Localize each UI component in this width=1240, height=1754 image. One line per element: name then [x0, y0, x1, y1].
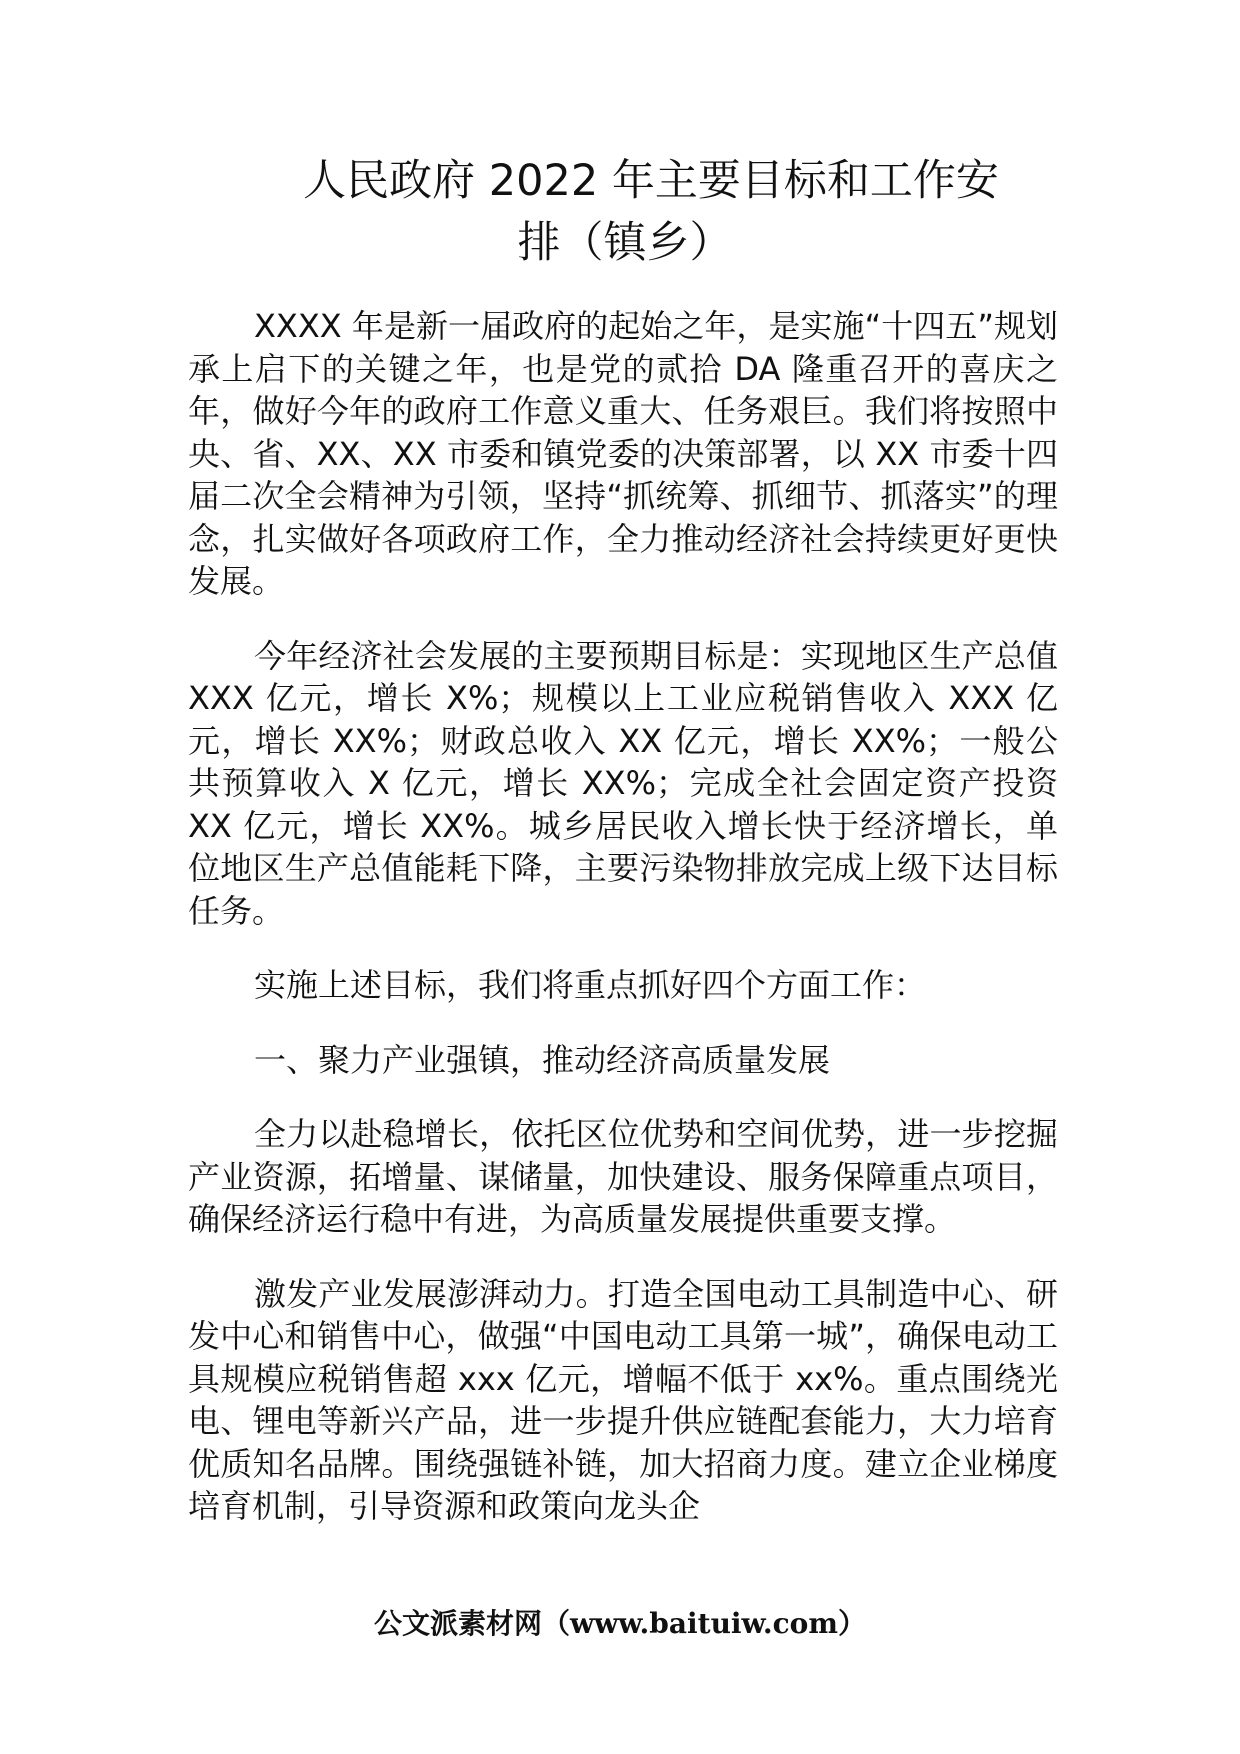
document-title — [190, 150, 1060, 274]
footer-watermark: 公文派素材网（www.baituiw.com） — [374, 1607, 866, 1640]
paragraph-intro: XXXX 年是新一届政府的起始之年，是实施“十四五”规划承上启下的关键之年，也是党的贰拾 DA 隆重召开的喜庆之年，做好今年的政府工作意义重大、任务艰巨。我们将按照中央、省、XX、XX 市委和镇党委的决策部署，以 XX 市委十四届二次全会精神为引领，坚持“抓统筹、抓细节、抓落实”的理念，扎实做好各项政府工作，全力推动经济社会持续更好更快发展。 — [188, 307, 1058, 600]
title-line-1: 人民政府 2022 年主要目标和工作安 — [303, 156, 999, 206]
document-body — [188, 305, 1058, 1560]
section-heading-1: 一、聚力产业强镇，推动经济高质量发展 — [254, 1040, 831, 1079]
paragraph-work-intro: 实施上述目标，我们将重点抓好四个方面工作： — [254, 966, 927, 1004]
paragraph-industry: 激发产业发展澎湃动力。打造全国电动工具制造中心、研发中心和销售中心，做强“中国电动工具第一城”，确保电动工具规模应税销售超 xxx 亿元，增幅不低于 xx%。重点围绕光电、锂电等新兴产品，进一步提升供应链配套能力，大力培育优质知名品牌。围绕强链补链，加大招商力度。建立企业梯度培育机制，引导资源和政策向龙头企 — [188, 1274, 1058, 1525]
title-line-2: 排（镇乡） — [517, 218, 733, 268]
paragraph-growth: 全力以赴稳增长，依托区位优势和空间优势，进一步挖掘产业资源，拓增量、谋储量，加快建设、服务保障重点项目，确保经济运行稳中有进，为高质量发展提供重要支撑。 — [188, 1115, 1058, 1238]
paragraph-targets: 今年经济社会发展的主要预期目标是：实现地区生产总值 XXX 亿元，增长 X%；规模以上工业应税销售收入 XXX 亿元，增长 XX%；财政总收入 XX 亿元，增长 XX%；一般公共预算收入 X 亿元，增长 XX%；完成全社会固定资产投资 XX 亿元，增长 XX%。城乡居民收入增长快于经济增长，单位地区生产总值能耗下降，主要污染物排放完成上级下达目标任务。 — [188, 636, 1058, 930]
